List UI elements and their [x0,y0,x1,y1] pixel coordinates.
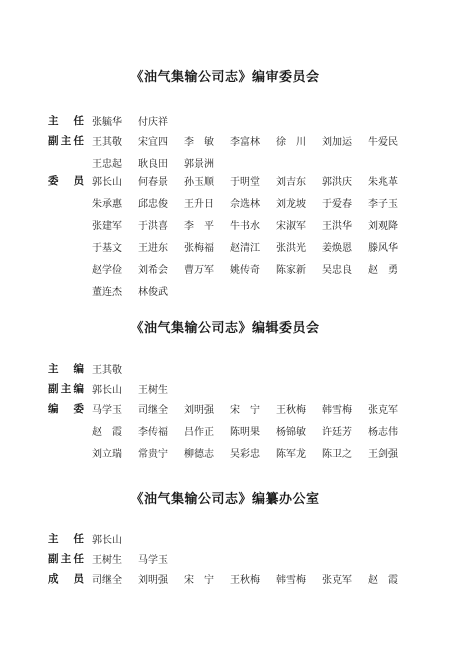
person-name: 于明堂 [230,177,260,188]
person-name: 张梅福 [184,243,214,254]
person-name: 李 平 [184,221,214,232]
person-name: 陈军龙 [276,449,306,460]
person-name: 赵 霞 [92,427,122,438]
person-name: 张毓华 [92,117,122,128]
role-label: 主 任 [48,533,84,545]
person-name: 姚传奇 [230,265,260,276]
person-name: 宋 宁 [184,575,214,586]
person-name: 马学玉 [138,555,168,566]
person-name: 王其敬 [92,137,122,148]
person-name: 刘明强 [184,405,214,416]
person-name: 王忠起 [92,159,122,170]
person-name: 牛书水 [230,221,260,232]
person-name: 朱兆革 [368,177,398,188]
person-name: 陈明果 [230,427,260,438]
name-list [92,113,422,128]
person-name: 耿良田 [138,159,168,170]
person-name: 王洪华 [322,221,352,232]
person-name: 李传福 [138,427,168,438]
person-name: 郭长山 [92,535,122,546]
person-name: 李 敏 [184,137,214,148]
role-label: 主 编 [48,363,84,375]
person-name: 邱忠俊 [138,199,168,210]
person-name: 李子玉 [368,199,398,210]
person-name: 王树生 [138,385,168,396]
person-name: 牛爱民 [368,137,398,148]
person-name: 陈卫之 [322,449,352,460]
section-editorial-review-committee [0,66,450,85]
name-list [92,401,422,460]
person-name: 宋宜四 [138,137,168,148]
section-title: 《油气集输公司志》编审委员会 [130,70,320,85]
person-name: 刘加运 [322,137,352,148]
person-name: 孙玉顺 [184,177,214,188]
role-label: 副主任 [48,135,84,147]
person-name: 韩雪梅 [322,405,352,416]
name-list [92,571,422,586]
person-name: 宋淑军 [276,221,306,232]
person-name: 王秋梅 [230,575,260,586]
person-name: 刘龙坡 [276,199,306,210]
person-name: 王进东 [138,243,168,254]
person-name: 王其敬 [92,365,122,376]
section-editorial-committee [0,317,450,336]
person-name: 刘吉东 [276,177,306,188]
person-name: 赵学俭 [92,265,122,276]
person-name: 刘希会 [138,265,168,276]
person-name: 佘选林 [230,199,260,210]
name-list [92,133,422,170]
person-name: 董连杰 [92,287,122,298]
person-name: 郭景洲 [184,159,214,170]
person-name: 付庆祥 [138,117,168,128]
person-name: 何春景 [138,177,168,188]
role-label: 主 任 [48,115,84,127]
person-name: 马学玉 [92,405,122,416]
person-name: 王升日 [184,199,214,210]
person-name: 郭洪庆 [322,177,352,188]
role-label: 委 员 [48,175,84,187]
person-name: 张建军 [92,221,122,232]
role-label: 成 员 [48,573,84,585]
person-name: 陈家新 [276,265,306,276]
person-name: 韩雪梅 [276,575,306,586]
section-compilation-office [0,488,450,507]
person-name: 王剑强 [368,449,398,460]
person-name: 张克军 [322,575,352,586]
name-list [92,531,422,546]
person-name: 刘观降 [368,221,398,232]
person-name: 于基文 [92,243,122,254]
person-name: 杨锦敏 [276,427,306,438]
person-name: 张洪光 [276,243,306,254]
person-name: 曹万军 [184,265,214,276]
name-list [92,361,422,376]
person-name: 李富林 [230,137,260,148]
person-name: 张克军 [368,405,398,416]
person-name: 林俊武 [138,287,168,298]
section-title: 《油气集输公司志》编辑委员会 [130,321,320,336]
person-name: 司继全 [92,575,122,586]
person-name: 司继全 [138,405,168,416]
person-name: 宋 宁 [230,405,260,416]
person-name: 刘立瑞 [92,449,122,460]
person-name: 滕风华 [368,243,398,254]
person-name: 常贵宁 [138,449,168,460]
person-name: 吕作正 [184,427,214,438]
person-name: 郭长山 [92,177,122,188]
person-name: 朱承惠 [92,199,122,210]
person-name: 刘明强 [138,575,168,586]
person-name: 姜焕恩 [322,243,352,254]
role-label: 副主编 [48,383,84,395]
name-list [92,551,422,566]
person-name: 杨志伟 [368,427,398,438]
role-label: 副主任 [48,553,84,565]
person-name: 于洪喜 [138,221,168,232]
person-name: 徐 川 [276,137,306,148]
person-name: 吴忠良 [322,265,352,276]
person-name: 许廷芳 [322,427,352,438]
section-title: 《油气集输公司志》编纂办公室 [130,492,320,507]
person-name: 于爱春 [322,199,352,210]
person-name: 王秋梅 [276,405,306,416]
person-name: 吴彩忠 [230,449,260,460]
person-name: 赵 勇 [368,265,398,276]
name-list [92,381,422,396]
person-name: 柳德志 [184,449,214,460]
role-label: 编 委 [48,403,84,415]
person-name: 赵 霞 [368,575,398,586]
person-name: 王树生 [92,555,122,566]
person-name: 郭长山 [92,385,122,396]
person-name: 赵清江 [230,243,260,254]
name-list [92,173,422,298]
